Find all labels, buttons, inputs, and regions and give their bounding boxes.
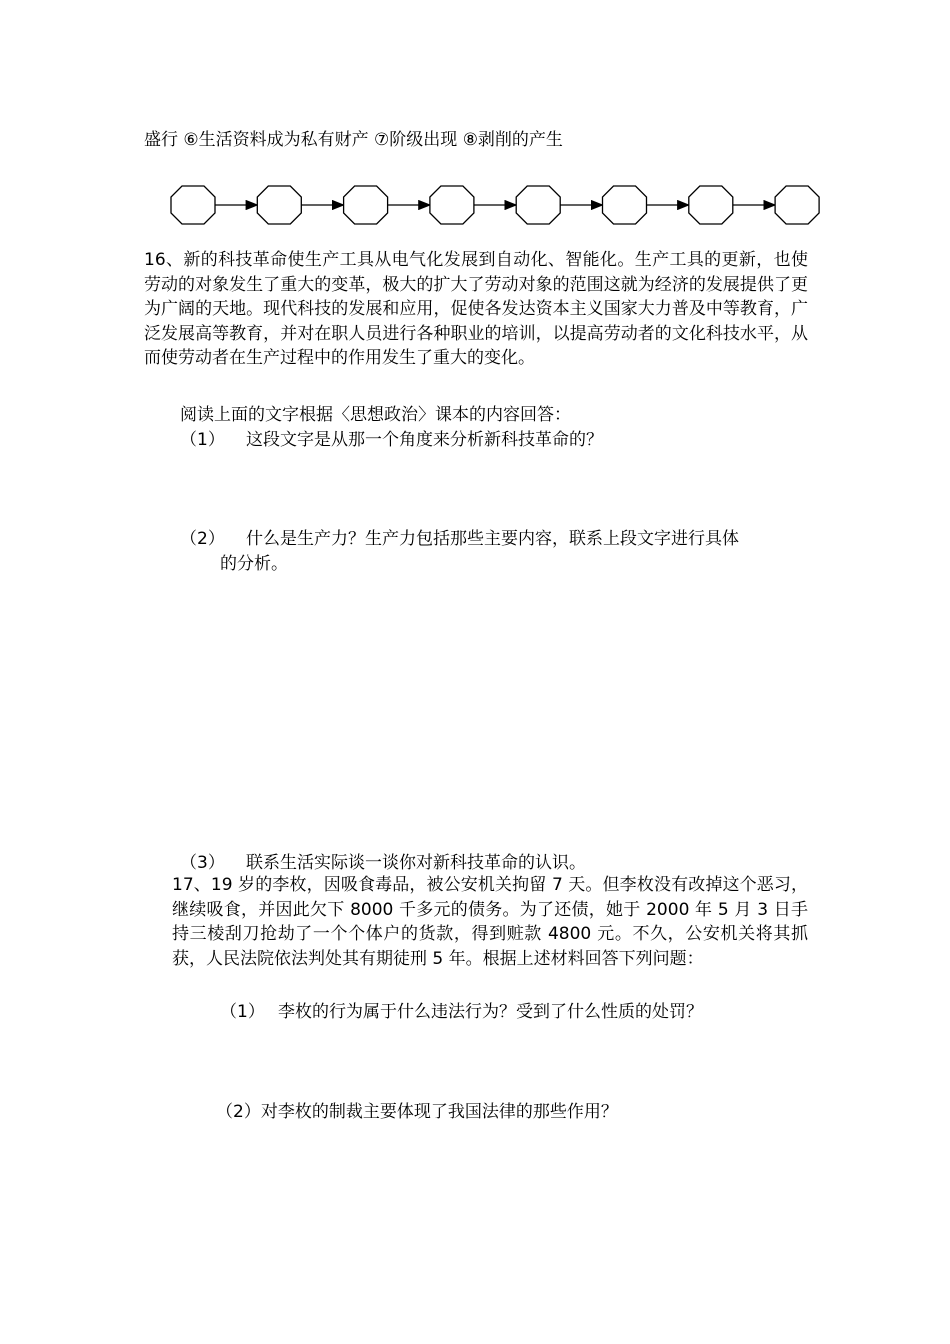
octagon-chain-diagram	[0, 0, 950, 260]
q17-sub1-number: （1）	[220, 1002, 265, 1022]
q16-sub1-number: （1）	[180, 430, 225, 450]
octagon-node	[603, 186, 647, 224]
q16-sub3-text: 联系生活实际谈一谈你对新科技革命的认识。	[246, 853, 586, 873]
octagon-node	[775, 186, 819, 224]
octagon-node	[689, 186, 733, 224]
top-line: 盛行 ⑥生活资料成为私有财产 ⑦阶级出现 ⑧剥削的产生	[144, 130, 563, 150]
octagon-node	[344, 186, 388, 224]
q16-paragraph: 16、新的科技革命使生产工具从电气化发展到自动化、智能化。生产工具的更新，也使劳动的对象发生了重大的变革，极大的扩大了劳动对象的范围这就为经济的发展提供了更为广阔的天地。现代科技的发展和应用，促使各发达资本主义国家大力普及中等教育，广泛发展高等教育，并对在职人员进行各种职业的培训，以提高劳动者的文化科技水平，从而使劳动者在生产过程中的作用发生了重大的变化。	[144, 250, 808, 369]
q16-sub2-text: 什么是生产力？生产力包括那些主要内容，联系上段文字进行具体	[246, 529, 739, 549]
q16-sub2-continuation: 的分析。	[220, 554, 288, 574]
octagon-node	[430, 186, 474, 224]
octagon-node	[257, 186, 301, 224]
q16-sub3-number: （3）	[180, 853, 225, 873]
q16-instruction: 阅读上面的文字根据〈思想政治〉课本的内容回答：	[180, 405, 571, 425]
q17-sub1	[220, 997, 703, 1022]
octagon-node	[171, 186, 215, 224]
q17-sub2: （2）对李枚的制裁主要体现了我国法律的那些作用？	[216, 1102, 618, 1122]
q17-paragraph: 17、19 岁的李枚，因吸食毒品，被公安机关拘留 7 天。但李枚没有改掉这个恶习，继续吸食，并因此欠下 8000 千多元的债务。为了还债，她于 2000 年 5 月 3 日手持三棱刮刀抢劫了一个个体户的货款，得到赃款 4800 元。不久，公安机关将其抓获，人民法院依法判处其有期徒刑 5 年。根据上述材料回答下列问题：	[172, 875, 808, 969]
q17-sub1-text: 李枚的行为属于什么违法行为？受到了什么性质的处罚？	[278, 1002, 703, 1022]
q16-sub2	[180, 524, 739, 549]
q16-sub2-number: （2）	[180, 529, 225, 549]
q16-sub1-text: 这段文字是从那一个角度来分析新科技革命的？	[246, 430, 603, 450]
q16-sub1	[180, 425, 603, 450]
q16-sub3	[180, 848, 586, 873]
octagon-node	[516, 186, 560, 224]
